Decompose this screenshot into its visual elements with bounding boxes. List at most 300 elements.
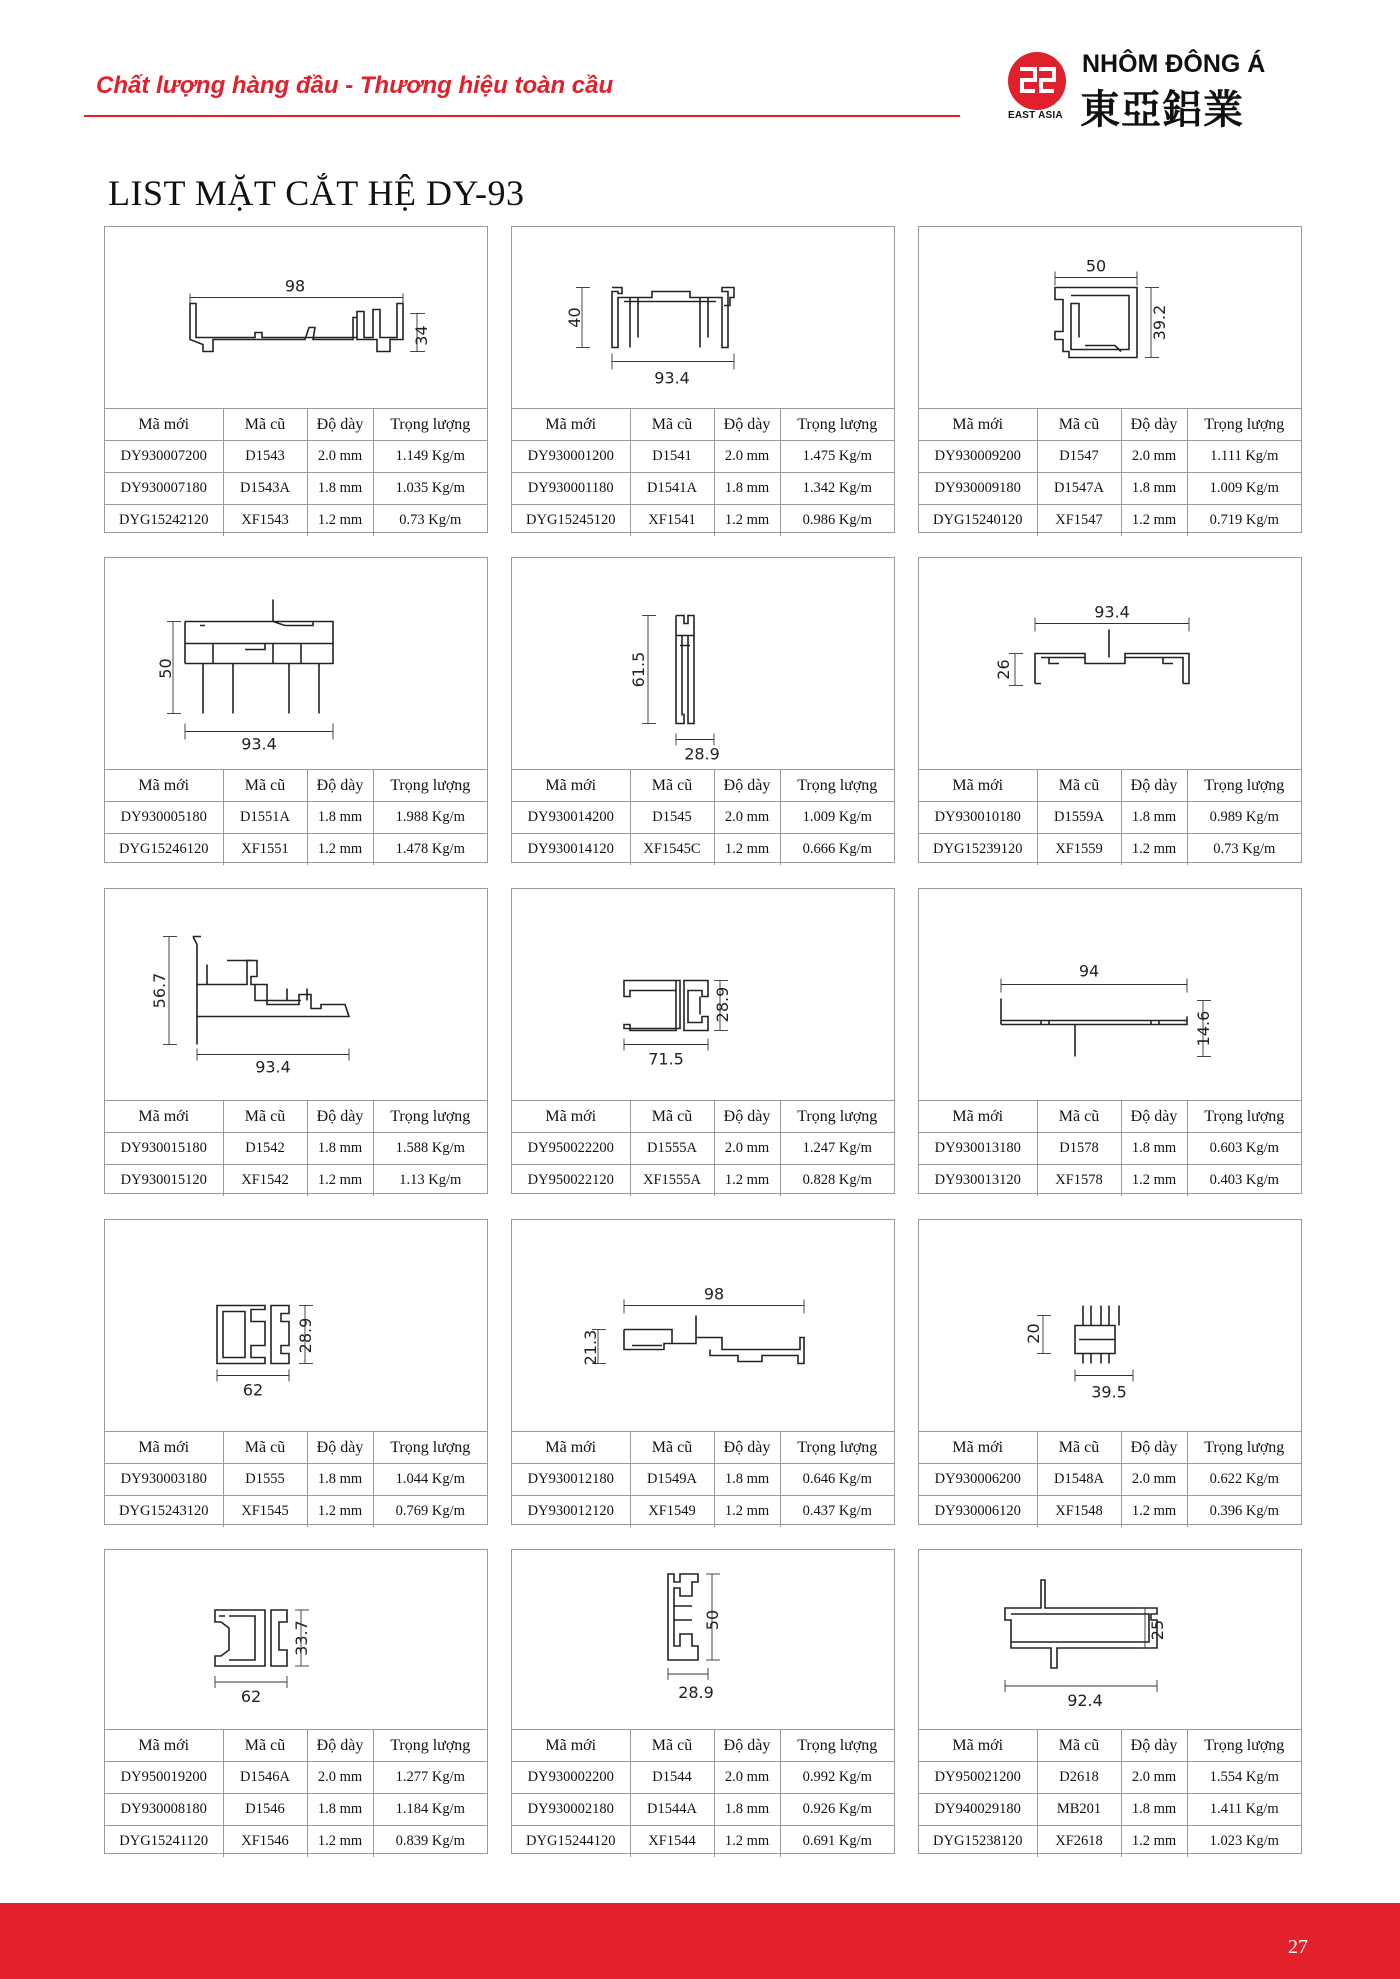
spec-header-row — [105, 1432, 487, 1464]
spec-column-header: Mã cũ — [1037, 409, 1121, 441]
spec-cell: 1.478 Kg/m — [373, 834, 487, 866]
profile-cross-section-drawing — [919, 1220, 1301, 1432]
spec-cell: DY930006120 — [919, 1496, 1037, 1528]
spec-cell: 1.184 Kg/m — [373, 1794, 487, 1826]
spec-column-header: Độ dày — [307, 409, 373, 441]
spec-row — [512, 1165, 894, 1197]
spec-column-header: Trọng lượng — [1187, 770, 1301, 802]
spec-cell: 0.646 Kg/m — [780, 1464, 894, 1496]
spec-cell: DY950019200 — [105, 1762, 223, 1794]
spec-row — [919, 473, 1301, 505]
spec-cell: DY930013180 — [919, 1133, 1037, 1165]
spec-cell: 0.73 Kg/m — [373, 505, 487, 537]
spec-column-header: Mã mới — [512, 1432, 630, 1464]
spec-cell: DYG15238120 — [919, 1826, 1037, 1858]
spec-row — [105, 1464, 487, 1496]
spec-cell: MB201 — [1037, 1794, 1121, 1826]
profile-cross-section-drawing — [512, 889, 894, 1101]
spec-row — [512, 1133, 894, 1165]
spec-row — [105, 473, 487, 505]
spec-cell: 1.8 mm — [307, 802, 373, 834]
dimension-label: 98 — [703, 1284, 725, 1304]
profile-card — [918, 557, 1302, 863]
spec-cell: 1.2 mm — [307, 1496, 373, 1528]
spec-cell: 0.839 Kg/m — [373, 1826, 487, 1858]
spec-cell: 1.8 mm — [307, 1794, 373, 1826]
spec-cell: 1.2 mm — [1121, 1826, 1187, 1858]
spec-cell: 0.691 Kg/m — [780, 1826, 894, 1858]
spec-column-header: Độ dày — [1121, 1432, 1187, 1464]
spec-table — [512, 1432, 894, 1527]
dimension-label: 33.7 — [292, 1620, 311, 1656]
spec-row — [919, 1496, 1301, 1528]
spec-cell: DY930002200 — [512, 1762, 630, 1794]
spec-cell: 1.044 Kg/m — [373, 1464, 487, 1496]
spec-cell: DY930015180 — [105, 1133, 223, 1165]
spec-cell: XF1551 — [223, 834, 307, 866]
spec-cell: XF1547 — [1037, 505, 1121, 537]
spec-cell: 2.0 mm — [714, 1762, 780, 1794]
spec-table — [105, 1730, 487, 1857]
spec-cell: DYG15244120 — [512, 1826, 630, 1858]
spec-table — [512, 1730, 894, 1857]
spec-column-header: Mã mới — [512, 1101, 630, 1133]
spec-cell: 0.989 Kg/m — [1187, 802, 1301, 834]
spec-cell: 1.2 mm — [307, 834, 373, 866]
dimension-label: 93.4 — [1094, 602, 1130, 622]
spec-cell: XF1546 — [223, 1826, 307, 1858]
spec-column-header: Độ dày — [714, 409, 780, 441]
spec-header-row — [919, 409, 1301, 441]
spec-header-row — [105, 1101, 487, 1133]
spec-cell: 1.588 Kg/m — [373, 1133, 487, 1165]
spec-column-header: Mã cũ — [1037, 1730, 1121, 1762]
dimension-label: 39.5 — [1091, 1382, 1127, 1402]
dimension-label: 34 — [412, 325, 431, 346]
spec-column-header: Mã mới — [919, 1101, 1037, 1133]
spec-cell: 2.0 mm — [714, 802, 780, 834]
spec-column-header: Trọng lượng — [780, 1101, 894, 1133]
spec-row — [512, 802, 894, 834]
spec-row — [919, 1165, 1301, 1197]
spec-cell: 1.2 mm — [1121, 1165, 1187, 1197]
page-title: LIST MẶT CẮT HỆ DY-93 — [108, 173, 525, 213]
spec-cell: DY950022200 — [512, 1133, 630, 1165]
spec-cell: 1.2 mm — [1121, 834, 1187, 866]
spec-cell: XF1549 — [630, 1496, 714, 1528]
profile-cross-section-drawing — [919, 558, 1301, 770]
spec-table — [919, 1432, 1301, 1527]
spec-row — [105, 1762, 487, 1794]
spec-column-header: Trọng lượng — [373, 1730, 487, 1762]
spec-row — [512, 441, 894, 473]
spec-cell: 2.0 mm — [714, 441, 780, 473]
spec-cell: 0.437 Kg/m — [780, 1496, 894, 1528]
spec-cell: 1.277 Kg/m — [373, 1762, 487, 1794]
spec-cell: 0.396 Kg/m — [1187, 1496, 1301, 1528]
spec-cell: D1551A — [223, 802, 307, 834]
brand-name: NHÔM ĐÔNG Á — [1082, 50, 1266, 78]
spec-cell: XF1555A — [630, 1165, 714, 1197]
spec-row — [512, 1496, 894, 1528]
spec-cell: 1.13 Kg/m — [373, 1165, 487, 1197]
spec-cell: D1547A — [1037, 473, 1121, 505]
spec-row — [105, 441, 487, 473]
spec-column-header: Trọng lượng — [780, 409, 894, 441]
spec-cell: 0.719 Kg/m — [1187, 505, 1301, 537]
spec-header-row — [512, 1101, 894, 1133]
spec-cell: D1546 — [223, 1794, 307, 1826]
spec-row — [512, 1762, 894, 1794]
spec-cell: 0.926 Kg/m — [780, 1794, 894, 1826]
profile-card — [918, 1549, 1302, 1854]
spec-cell: 1.2 mm — [714, 1826, 780, 1858]
spec-cell: DY930005180 — [105, 802, 223, 834]
spec-column-header: Mã mới — [919, 770, 1037, 802]
spec-row — [512, 505, 894, 537]
spec-column-header: Mã cũ — [223, 770, 307, 802]
spec-column-header: Mã mới — [512, 1730, 630, 1762]
spec-column-header: Mã mới — [919, 409, 1037, 441]
spec-table — [512, 770, 894, 865]
spec-column-header: Trọng lượng — [373, 770, 487, 802]
spec-cell: D1559A — [1037, 802, 1121, 834]
spec-cell: D1543 — [223, 441, 307, 473]
spec-row — [105, 1133, 487, 1165]
profile-card — [104, 888, 488, 1194]
spec-column-header: Trọng lượng — [1187, 1101, 1301, 1133]
spec-column-header: Độ dày — [1121, 409, 1187, 441]
dimension-label: 62 — [242, 1380, 264, 1400]
spec-column-header: Độ dày — [1121, 770, 1187, 802]
profile-card — [511, 1549, 895, 1854]
spec-cell: 0.603 Kg/m — [1187, 1133, 1301, 1165]
spec-cell: XF1559 — [1037, 834, 1121, 866]
spec-cell: 1.988 Kg/m — [373, 802, 487, 834]
spec-cell: 1.8 mm — [1121, 1794, 1187, 1826]
dimension-label: 28.9 — [684, 744, 720, 764]
spec-cell: 0.769 Kg/m — [373, 1496, 487, 1528]
spec-row — [512, 473, 894, 505]
spec-cell: 1.8 mm — [714, 473, 780, 505]
spec-cell: DY930006200 — [919, 1464, 1037, 1496]
spec-row — [919, 1762, 1301, 1794]
spec-cell: DY930009200 — [919, 441, 1037, 473]
spec-cell: XF1543 — [223, 505, 307, 537]
spec-cell: D1548A — [1037, 1464, 1121, 1496]
spec-cell: 1.8 mm — [714, 1464, 780, 1496]
dimension-label: 25 — [1148, 1619, 1167, 1641]
dimension-label: 61.5 — [629, 651, 648, 688]
spec-cell: DYG15242120 — [105, 505, 223, 537]
dimension-label: 20 — [1024, 1323, 1043, 1344]
spec-cell: D1555A — [630, 1133, 714, 1165]
spec-column-header: Trọng lượng — [373, 409, 487, 441]
spec-cell: 1.149 Kg/m — [373, 441, 487, 473]
spec-cell: 0.73 Kg/m — [1187, 834, 1301, 866]
spec-cell: D1542 — [223, 1133, 307, 1165]
profile-cross-section-drawing — [105, 889, 487, 1101]
spec-cell: 0.992 Kg/m — [780, 1762, 894, 1794]
spec-header-row — [919, 770, 1301, 802]
profile-card — [511, 226, 895, 533]
spec-header-row — [105, 770, 487, 802]
spec-column-header: Độ dày — [714, 1432, 780, 1464]
profile-card — [511, 888, 895, 1194]
spec-cell: 1.2 mm — [307, 1826, 373, 1858]
spec-row — [919, 1826, 1301, 1858]
spec-cell: 1.2 mm — [714, 1496, 780, 1528]
spec-header-row — [919, 1730, 1301, 1762]
page-number: 27 — [1288, 1936, 1308, 1958]
dimension-label: 92.4 — [1067, 1691, 1103, 1710]
spec-cell: D2618 — [1037, 1762, 1121, 1794]
profile-cross-section-drawing — [512, 558, 894, 770]
spec-table — [512, 1101, 894, 1196]
spec-cell: 2.0 mm — [1121, 1762, 1187, 1794]
dimension-label: 14.6 — [1194, 1010, 1213, 1047]
profile-cross-section-drawing — [105, 1550, 487, 1730]
spec-cell: D1547 — [1037, 441, 1121, 473]
spec-cell: D1541 — [630, 441, 714, 473]
dimension-label: 93.4 — [255, 1057, 291, 1077]
spec-table — [512, 409, 894, 536]
brand-name-chinese: 東亞鋁業 — [1080, 87, 1244, 133]
spec-cell: D1544A — [630, 1794, 714, 1826]
profile-card — [918, 1219, 1302, 1525]
spec-row — [919, 802, 1301, 834]
spec-cell: DY930010180 — [919, 802, 1037, 834]
spec-cell: 1.035 Kg/m — [373, 473, 487, 505]
spec-cell: 2.0 mm — [307, 441, 373, 473]
spec-column-header: Trọng lượng — [1187, 1432, 1301, 1464]
dimension-label: 26 — [994, 659, 1013, 680]
spec-column-header: Mã cũ — [630, 1730, 714, 1762]
spec-row — [919, 441, 1301, 473]
spec-cell: 1.475 Kg/m — [780, 441, 894, 473]
spec-column-header: Mã mới — [105, 409, 223, 441]
spec-column-header: Trọng lượng — [373, 1101, 487, 1133]
spec-cell: DYG15245120 — [512, 505, 630, 537]
spec-cell: DY930013120 — [919, 1165, 1037, 1197]
spec-row — [105, 802, 487, 834]
spec-column-header: Mã cũ — [630, 770, 714, 802]
spec-row — [919, 1794, 1301, 1826]
spec-column-header: Độ dày — [1121, 1730, 1187, 1762]
spec-column-header: Trọng lượng — [1187, 409, 1301, 441]
spec-column-header: Mã cũ — [1037, 1101, 1121, 1133]
spec-column-header: Mã mới — [512, 409, 630, 441]
spec-cell: D1543A — [223, 473, 307, 505]
spec-cell: DY930001180 — [512, 473, 630, 505]
spec-column-header: Mã cũ — [630, 1432, 714, 1464]
spec-column-header: Độ dày — [714, 1101, 780, 1133]
dimension-label: 94 — [1078, 961, 1100, 981]
profile-card — [918, 888, 1302, 1194]
spec-table — [105, 1101, 487, 1196]
profile-cross-section-drawing — [105, 558, 487, 770]
spec-table — [105, 1432, 487, 1527]
spec-column-header: Mã cũ — [223, 1101, 307, 1133]
profile-card — [511, 557, 895, 863]
spec-cell: 1.8 mm — [714, 1794, 780, 1826]
spec-cell: 0.828 Kg/m — [780, 1165, 894, 1197]
dimension-label: 28.9 — [296, 1317, 315, 1354]
spec-cell: 0.403 Kg/m — [1187, 1165, 1301, 1197]
spec-cell: XF1578 — [1037, 1165, 1121, 1197]
spec-column-header: Mã mới — [105, 770, 223, 802]
spec-cell: DY930002180 — [512, 1794, 630, 1826]
spec-cell: DY930008180 — [105, 1794, 223, 1826]
spec-column-header: Mã cũ — [630, 409, 714, 441]
spec-cell: XF1545 — [223, 1496, 307, 1528]
spec-cell: DY930007200 — [105, 441, 223, 473]
spec-cell: 1.2 mm — [1121, 505, 1187, 537]
spec-cell: DY940029180 — [919, 1794, 1037, 1826]
spec-cell: DYG15239120 — [919, 834, 1037, 866]
spec-cell: DYG15240120 — [919, 505, 1037, 537]
spec-header-row — [105, 1730, 487, 1762]
logo-emblem-icon — [1008, 52, 1066, 110]
profile-cross-section-drawing — [919, 227, 1301, 409]
spec-cell: 1.8 mm — [1121, 802, 1187, 834]
spec-cell: 1.8 mm — [1121, 473, 1187, 505]
spec-column-header: Trọng lượng — [780, 1730, 894, 1762]
spec-table — [105, 409, 487, 536]
spec-cell: 1.8 mm — [307, 1133, 373, 1165]
dimension-label: 21.3 — [581, 1329, 600, 1366]
spec-row — [105, 1165, 487, 1197]
spec-row — [919, 1133, 1301, 1165]
spec-cell: XF1545C — [630, 834, 714, 866]
spec-cell: 2.0 mm — [1121, 1464, 1187, 1496]
profile-card — [104, 1549, 488, 1854]
spec-cell: 1.009 Kg/m — [1187, 473, 1301, 505]
spec-column-header: Độ dày — [307, 1101, 373, 1133]
spec-cell: 2.0 mm — [714, 1133, 780, 1165]
spec-column-header: Trọng lượng — [1187, 1730, 1301, 1762]
profile-card — [918, 226, 1302, 533]
spec-row — [105, 1826, 487, 1858]
brand-logo — [1008, 48, 1298, 133]
spec-column-header: Độ dày — [307, 1432, 373, 1464]
dimension-label: 93.4 — [654, 368, 690, 388]
spec-column-header: Mã cũ — [223, 409, 307, 441]
spec-cell: DY930012180 — [512, 1464, 630, 1496]
spec-column-header: Mã cũ — [223, 1432, 307, 1464]
spec-column-header: Độ dày — [714, 1730, 780, 1762]
spec-header-row — [512, 1730, 894, 1762]
spec-cell: D1578 — [1037, 1133, 1121, 1165]
spec-column-header: Độ dày — [307, 1730, 373, 1762]
spec-cell: DY930012120 — [512, 1496, 630, 1528]
profile-cross-section-drawing — [512, 1550, 894, 1730]
spec-cell: 1.8 mm — [1121, 1133, 1187, 1165]
spec-cell: DY930007180 — [105, 473, 223, 505]
spec-row — [105, 1794, 487, 1826]
spec-cell: DY950022120 — [512, 1165, 630, 1197]
spec-cell: 0.622 Kg/m — [1187, 1464, 1301, 1496]
spec-column-header: Trọng lượng — [373, 1432, 487, 1464]
spec-cell: D1544 — [630, 1762, 714, 1794]
spec-column-header: Mã mới — [105, 1432, 223, 1464]
profile-cross-section-drawing — [105, 227, 487, 409]
spec-cell: D1549A — [630, 1464, 714, 1496]
profile-cross-section-drawing — [512, 227, 894, 409]
dimension-label: 40 — [565, 307, 584, 328]
spec-cell: D1555 — [223, 1464, 307, 1496]
spec-column-header: Mã mới — [919, 1730, 1037, 1762]
spec-cell: 1.342 Kg/m — [780, 473, 894, 505]
spec-cell: DY930001200 — [512, 441, 630, 473]
spec-table — [105, 770, 487, 865]
dimension-label: 39.2 — [1150, 304, 1169, 341]
spec-cell: DY930015120 — [105, 1165, 223, 1197]
spec-cell: DYG15241120 — [105, 1826, 223, 1858]
spec-cell: XF1542 — [223, 1165, 307, 1197]
spec-column-header: Độ dày — [307, 770, 373, 802]
spec-cell: DYG15246120 — [105, 834, 223, 866]
spec-cell: 1.411 Kg/m — [1187, 1794, 1301, 1826]
dimension-label: 56.7 — [150, 972, 169, 1009]
spec-column-header: Mã cũ — [223, 1730, 307, 1762]
spec-cell: 1.2 mm — [1121, 1496, 1187, 1528]
spec-column-header: Mã mới — [512, 770, 630, 802]
spec-row — [512, 1464, 894, 1496]
spec-column-header: Độ dày — [1121, 1101, 1187, 1133]
spec-cell: XF1548 — [1037, 1496, 1121, 1528]
spec-row — [919, 505, 1301, 537]
spec-cell: 1.8 mm — [307, 1464, 373, 1496]
spec-row — [512, 1794, 894, 1826]
dimension-label: 28.9 — [713, 986, 732, 1023]
dimension-label: 28.9 — [678, 1683, 714, 1702]
spec-column-header: Độ dày — [714, 770, 780, 802]
dimension-label: 71.5 — [648, 1049, 684, 1069]
spec-cell: 1.247 Kg/m — [780, 1133, 894, 1165]
dimension-label: 98 — [284, 276, 306, 296]
spec-cell: 2.0 mm — [1121, 441, 1187, 473]
spec-cell: XF2618 — [1037, 1826, 1121, 1858]
spec-column-header: Mã cũ — [1037, 1432, 1121, 1464]
spec-cell: 1.2 mm — [714, 834, 780, 866]
spec-row — [512, 1826, 894, 1858]
spec-table — [919, 770, 1301, 865]
dimension-label: 50 — [1085, 256, 1107, 276]
spec-column-header: Mã mới — [105, 1730, 223, 1762]
spec-header-row — [512, 409, 894, 441]
spec-cell: 1.2 mm — [714, 1165, 780, 1197]
spec-cell: DY930009180 — [919, 473, 1037, 505]
spec-row — [919, 834, 1301, 866]
spec-cell: D1541A — [630, 473, 714, 505]
spec-cell: DY930003180 — [105, 1464, 223, 1496]
profile-card — [104, 557, 488, 863]
dimension-label: 50 — [156, 658, 175, 679]
footer-band — [0, 1903, 1400, 1979]
profile-cross-section-drawing — [919, 1550, 1301, 1730]
spec-table — [919, 409, 1301, 536]
profile-cross-section-drawing — [919, 889, 1301, 1101]
dimension-label: 50 — [703, 1609, 722, 1631]
spec-cell: 1.023 Kg/m — [1187, 1826, 1301, 1858]
spec-cell: 0.986 Kg/m — [780, 505, 894, 537]
spec-row — [512, 834, 894, 866]
spec-row — [919, 1464, 1301, 1496]
profile-card — [511, 1219, 895, 1525]
spec-cell: D1545 — [630, 802, 714, 834]
spec-cell: 1.8 mm — [307, 473, 373, 505]
